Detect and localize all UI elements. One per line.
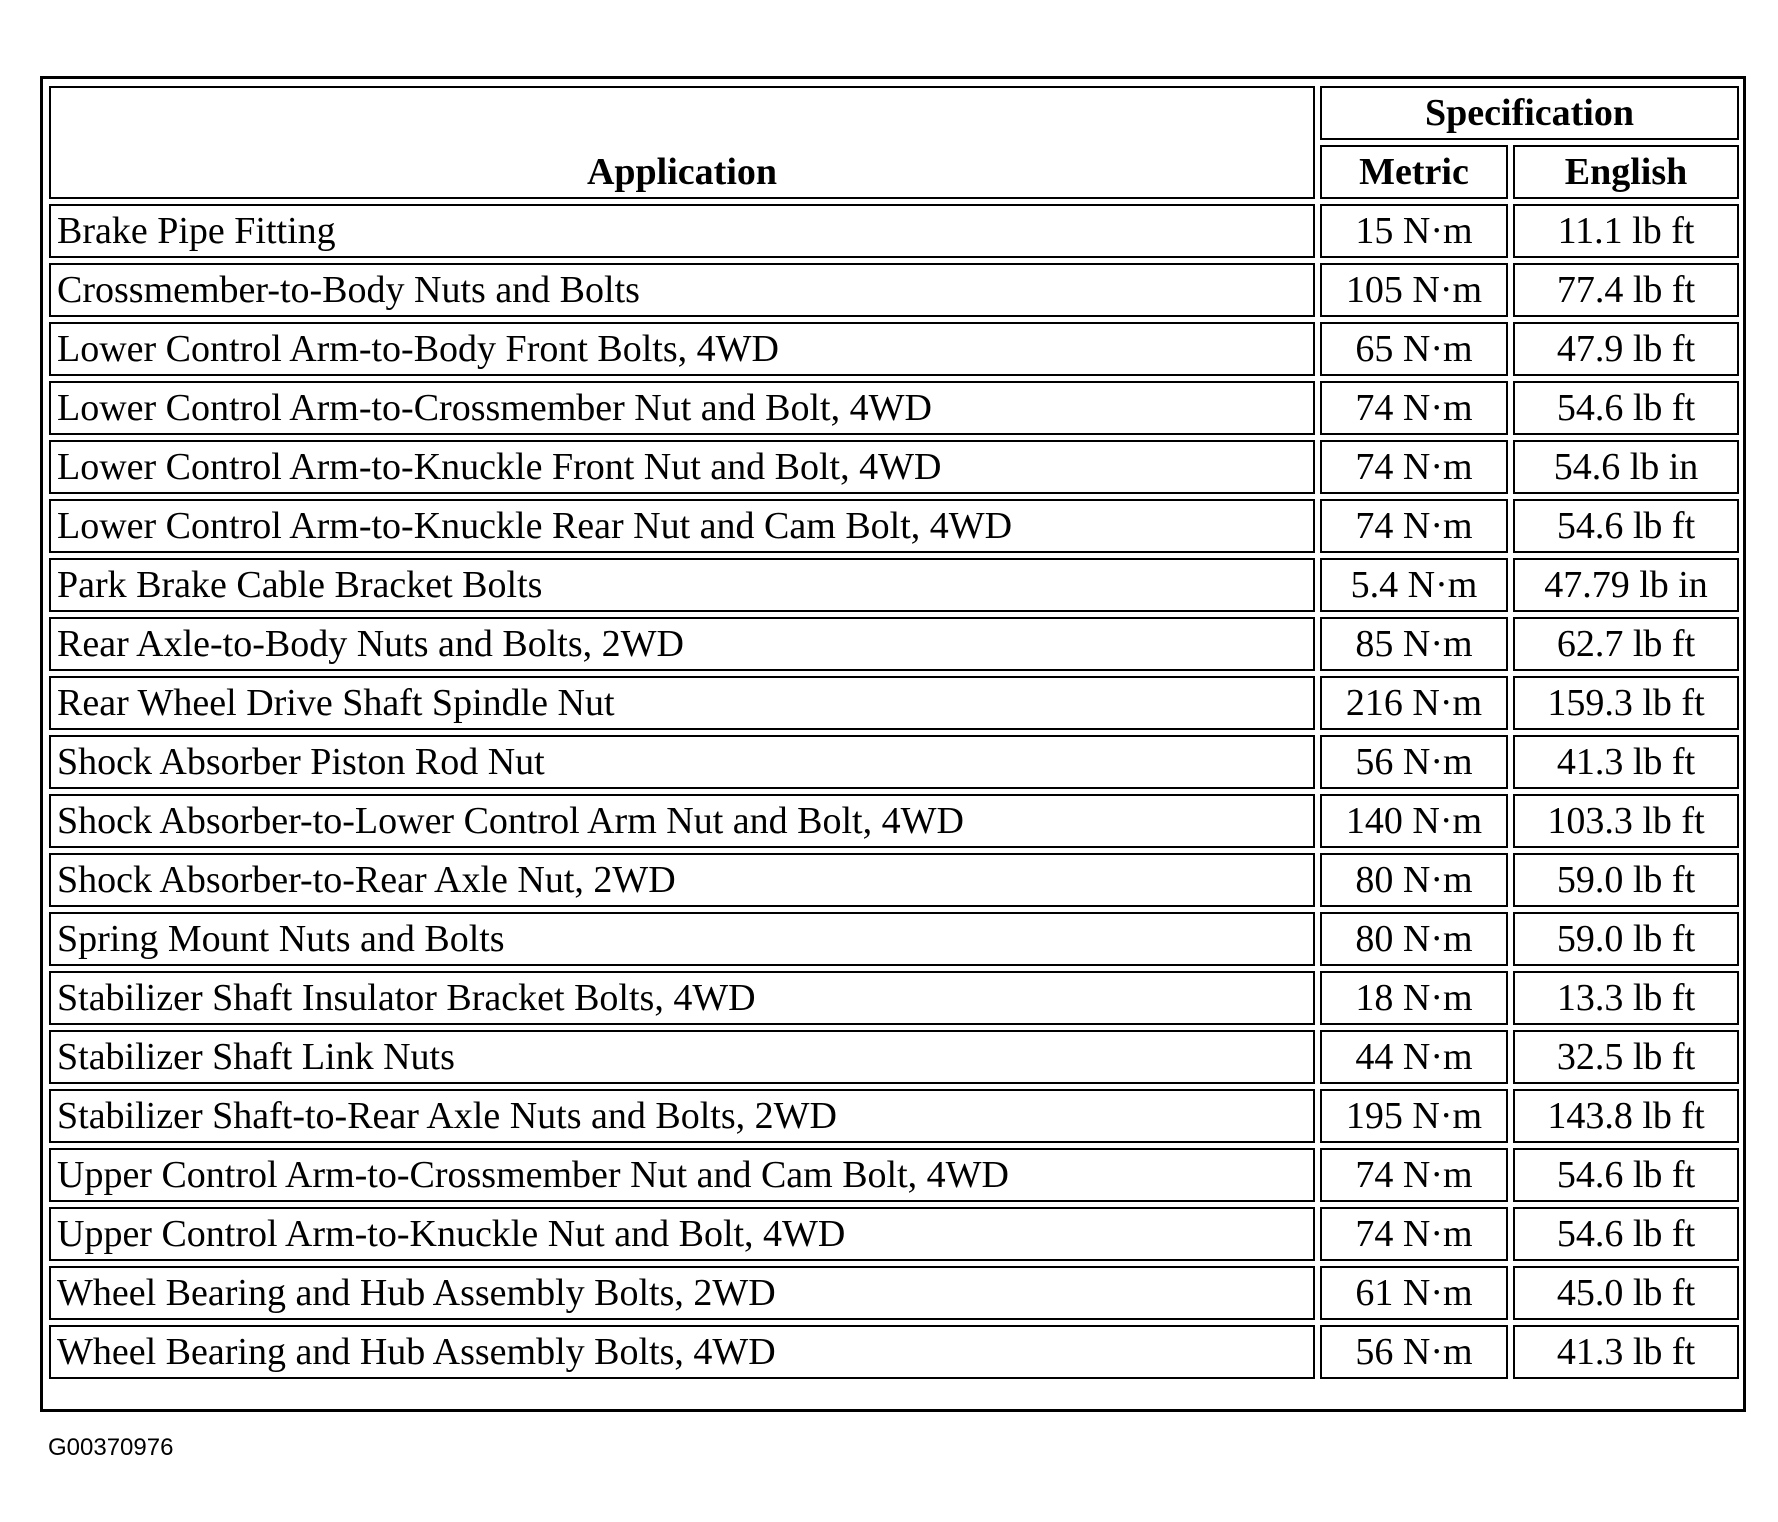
english-cell: 77.4 lb ft	[1513, 263, 1739, 317]
application-cell: Wheel Bearing and Hub Assembly Bolts, 4WD	[49, 1325, 1315, 1379]
table-row	[49, 853, 1739, 907]
application-cell: Shock Absorber-to-Rear Axle Nut, 2WD	[49, 853, 1315, 907]
application-cell: Stabilizer Shaft Link Nuts	[49, 1030, 1315, 1084]
metric-cell: 85 N·m	[1320, 617, 1508, 671]
table-row	[49, 794, 1739, 848]
metric-cell: 74 N·m	[1320, 440, 1508, 494]
english-cell: 54.6 lb ft	[1513, 381, 1739, 435]
table-row	[49, 440, 1739, 494]
metric-cell: 140 N·m	[1320, 794, 1508, 848]
metric-cell: 44 N·m	[1320, 1030, 1508, 1084]
application-cell: Lower Control Arm-to-Body Front Bolts, 4WD	[49, 322, 1315, 376]
metric-cell: 80 N·m	[1320, 853, 1508, 907]
table-row	[49, 1089, 1739, 1143]
application-cell: Shock Absorber-to-Lower Control Arm Nut and Bolt, 4WD	[49, 794, 1315, 848]
english-cell: 41.3 lb ft	[1513, 1325, 1739, 1379]
metric-cell: 56 N·m	[1320, 735, 1508, 789]
english-cell: 47.9 lb ft	[1513, 322, 1739, 376]
header-row-top	[49, 86, 1739, 140]
table-body	[49, 204, 1739, 1379]
table-row	[49, 263, 1739, 317]
table-row	[49, 381, 1739, 435]
table-row	[49, 499, 1739, 553]
application-cell: Lower Control Arm-to-Crossmember Nut and Bolt, 4WD	[49, 381, 1315, 435]
torque-spec-table	[44, 81, 1744, 1384]
english-header: English	[1513, 145, 1739, 199]
application-cell: Crossmember-to-Body Nuts and Bolts	[49, 263, 1315, 317]
metric-cell: 5.4 N·m	[1320, 558, 1508, 612]
table-row	[49, 735, 1739, 789]
figure-id: G00370976	[48, 1434, 174, 1461]
english-cell: 47.79 lb in	[1513, 558, 1739, 612]
english-cell: 103.3 lb ft	[1513, 794, 1739, 848]
application-cell: Rear Wheel Drive Shaft Spindle Nut	[49, 676, 1315, 730]
application-cell: Park Brake Cable Bracket Bolts	[49, 558, 1315, 612]
table-row	[49, 322, 1739, 376]
specification-header: Specification	[1320, 86, 1739, 140]
english-cell: 159.3 lb ft	[1513, 676, 1739, 730]
metric-cell: 15 N·m	[1320, 204, 1508, 258]
application-cell: Stabilizer Shaft Insulator Bracket Bolts, 4WD	[49, 971, 1315, 1025]
english-cell: 143.8 lb ft	[1513, 1089, 1739, 1143]
application-cell: Brake Pipe Fitting	[49, 204, 1315, 258]
application-cell: Wheel Bearing and Hub Assembly Bolts, 2WD	[49, 1266, 1315, 1320]
metric-cell: 105 N·m	[1320, 263, 1508, 317]
table-row	[49, 1266, 1739, 1320]
table-row	[49, 617, 1739, 671]
application-cell: Upper Control Arm-to-Crossmember Nut and Cam Bolt, 4WD	[49, 1148, 1315, 1202]
application-cell: Stabilizer Shaft-to-Rear Axle Nuts and Bolts, 2WD	[49, 1089, 1315, 1143]
metric-cell: 74 N·m	[1320, 1148, 1508, 1202]
table-row	[49, 204, 1739, 258]
application-cell: Shock Absorber Piston Rod Nut	[49, 735, 1315, 789]
english-cell: 54.6 lb ft	[1513, 1148, 1739, 1202]
metric-cell: 74 N·m	[1320, 1207, 1508, 1261]
application-cell: Rear Axle-to-Body Nuts and Bolts, 2WD	[49, 617, 1315, 671]
metric-header: Metric	[1320, 145, 1508, 199]
application-cell: Lower Control Arm-to-Knuckle Front Nut and Bolt, 4WD	[49, 440, 1315, 494]
table-row	[49, 912, 1739, 966]
metric-cell: 195 N·m	[1320, 1089, 1508, 1143]
table-row	[49, 1207, 1739, 1261]
english-cell: 54.6 lb ft	[1513, 499, 1739, 553]
metric-cell: 74 N·m	[1320, 381, 1508, 435]
table-row	[49, 1148, 1739, 1202]
english-cell: 41.3 lb ft	[1513, 735, 1739, 789]
english-cell: 32.5 lb ft	[1513, 1030, 1739, 1084]
table-row	[49, 1030, 1739, 1084]
metric-cell: 65 N·m	[1320, 322, 1508, 376]
table-row	[49, 676, 1739, 730]
table-row	[49, 971, 1739, 1025]
application-cell: Lower Control Arm-to-Knuckle Rear Nut and Cam Bolt, 4WD	[49, 499, 1315, 553]
metric-cell: 80 N·m	[1320, 912, 1508, 966]
english-cell: 62.7 lb ft	[1513, 617, 1739, 671]
table-header	[49, 86, 1739, 199]
table-row	[49, 558, 1739, 612]
metric-cell: 18 N·m	[1320, 971, 1508, 1025]
english-cell: 59.0 lb ft	[1513, 912, 1739, 966]
metric-cell: 74 N·m	[1320, 499, 1508, 553]
english-cell: 11.1 lb ft	[1513, 204, 1739, 258]
application-cell: Upper Control Arm-to-Knuckle Nut and Bolt, 4WD	[49, 1207, 1315, 1261]
metric-cell: 56 N·m	[1320, 1325, 1508, 1379]
table-row	[49, 1325, 1739, 1379]
application-cell: Spring Mount Nuts and Bolts	[49, 912, 1315, 966]
metric-cell: 216 N·m	[1320, 676, 1508, 730]
application-header: Application	[49, 86, 1315, 199]
english-cell: 45.0 lb ft	[1513, 1266, 1739, 1320]
english-cell: 59.0 lb ft	[1513, 853, 1739, 907]
metric-cell: 61 N·m	[1320, 1266, 1508, 1320]
english-cell: 54.6 lb ft	[1513, 1207, 1739, 1261]
english-cell: 13.3 lb ft	[1513, 971, 1739, 1025]
english-cell: 54.6 lb in	[1513, 440, 1739, 494]
